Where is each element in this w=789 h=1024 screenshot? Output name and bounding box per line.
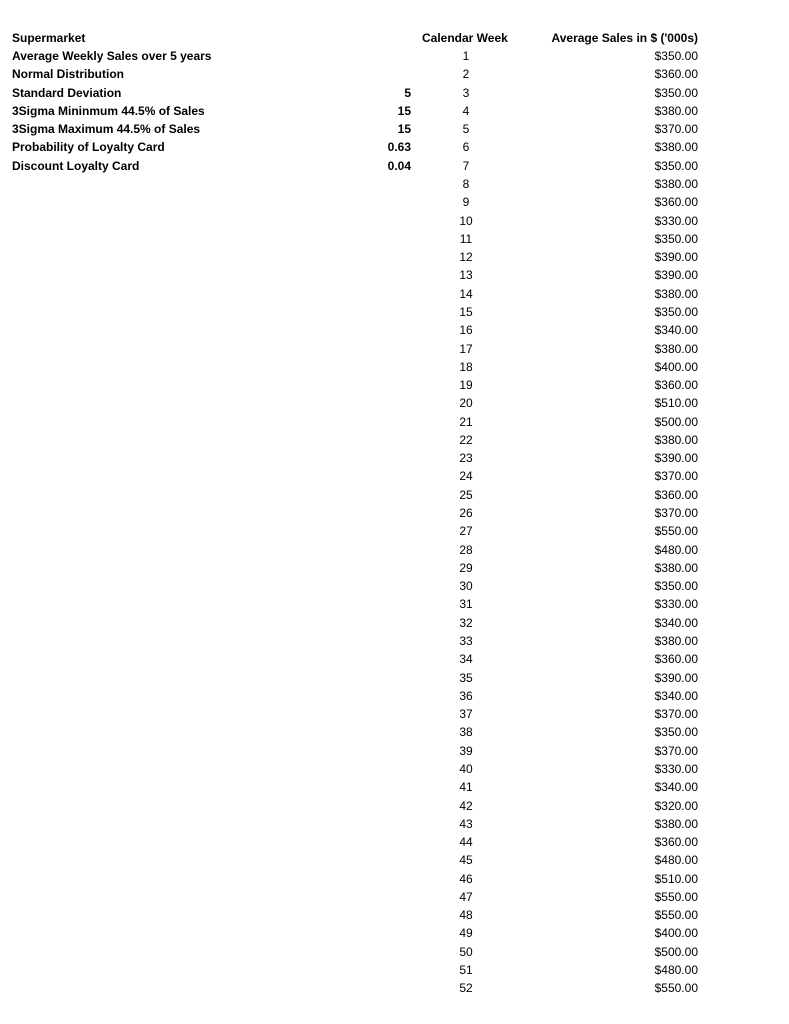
param-label: Normal Distribution (12, 67, 125, 82)
sales-value-cell: $380.00 (654, 103, 698, 118)
sales-value-cell: $510.00 (654, 396, 698, 411)
sales-value-cell: $550.00 (654, 908, 698, 923)
week-number-cell: 8 (462, 177, 470, 191)
sales-value-cell: $550.00 (654, 981, 698, 996)
param-value: 5 (404, 85, 411, 100)
sales-value-cell: $370.00 (654, 506, 698, 520)
week-number-cell: 52 (459, 981, 473, 996)
sales-value-cell: $350.00 (654, 158, 698, 173)
week-number-cell: 21 (459, 414, 473, 429)
week-number-cell: 22 (459, 432, 473, 447)
sales-value-cell: $350.00 (654, 304, 698, 319)
week-number-cell: 49 (459, 926, 473, 941)
sales-value-cell: $480.00 (654, 963, 698, 977)
sales-value-cell: $360.00 (654, 487, 698, 502)
week-number-cell: 42 (459, 798, 473, 813)
week-number-cell: 45 (459, 853, 473, 868)
sales-value-cell: $340.00 (654, 615, 698, 630)
sales-value-cell: $380.00 (654, 634, 698, 648)
sales-value-cell: $330.00 (654, 597, 698, 612)
sales-value-cell: $330.00 (654, 761, 698, 776)
week-number-cell: 26 (459, 506, 473, 520)
sales-value-cell: $360.00 (654, 835, 698, 849)
sales-value-cell: $350.00 (654, 85, 698, 100)
sales-value-cell: $380.00 (654, 560, 698, 575)
week-number-cell: 39 (459, 743, 473, 758)
week-number-cell: 35 (459, 670, 473, 685)
sales-value-cell: $340.00 (654, 780, 698, 795)
sales-value-cell: $350.00 (654, 231, 698, 246)
week-number-cell: 24 (459, 469, 473, 484)
week-number-cell: 43 (459, 816, 473, 831)
param-label: Discount Loyalty Card (12, 158, 140, 173)
week-number-cell: 12 (459, 250, 473, 265)
param-label: Probability of Loyalty Card (12, 140, 165, 155)
week-number-cell: 40 (459, 761, 473, 776)
week-number-cell: 5 (462, 122, 470, 137)
week-number-cell: 19 (459, 378, 473, 392)
week-number-cell: 14 (459, 286, 473, 301)
week-number-cell: 28 (459, 542, 473, 557)
sales-value-cell: $380.00 (654, 286, 698, 301)
sales-value-cell: $390.00 (654, 451, 698, 466)
sales-value-cell: $320.00 (654, 798, 698, 813)
week-number-cell: 13 (459, 268, 473, 283)
sales-value-cell: $550.00 (654, 524, 698, 539)
sales-value-cell: $380.00 (654, 140, 698, 155)
week-number-cell: 41 (459, 780, 473, 795)
param-value: 0.63 (387, 140, 411, 155)
sales-value-cell: $400.00 (654, 359, 698, 374)
week-number-cell: 37 (459, 707, 473, 722)
sales-value-cell: $550.00 (654, 889, 698, 904)
sales-value-cell: $370.00 (654, 707, 698, 722)
sales-value-cell: $350.00 (654, 579, 698, 594)
week-number-cell: 1 (462, 49, 470, 63)
week-number-cell: 33 (459, 634, 473, 648)
week-number-cell: 16 (459, 323, 473, 338)
week-number-cell: 18 (459, 359, 473, 374)
week-number-cell: 25 (459, 487, 473, 502)
week-number-cell: 2 (462, 67, 470, 82)
week-number-cell: 48 (459, 908, 473, 923)
sales-value-cell: $480.00 (654, 542, 698, 557)
week-number-cell: 38 (459, 725, 473, 740)
sales-value-cell: $360.00 (654, 652, 698, 667)
sales-value-cell: $390.00 (654, 250, 698, 265)
sheet-title: Supermarket (12, 31, 86, 45)
sales-value-cell: $500.00 (654, 414, 698, 429)
sales-value-cell: $400.00 (654, 926, 698, 941)
week-number-cell: 36 (459, 688, 473, 703)
week-number-cell: 34 (459, 652, 473, 667)
sales-value-cell: $370.00 (654, 122, 698, 137)
week-number-cell: 20 (459, 396, 473, 411)
sales-value-cell: $370.00 (654, 469, 698, 484)
param-label: 3Sigma Mininmum 44.5% of Sales (12, 103, 205, 118)
week-number-cell: 6 (462, 140, 470, 155)
week-number-cell: 50 (459, 944, 473, 959)
sales-value-cell: $380.00 (654, 432, 698, 447)
sales-value-cell: $380.00 (654, 341, 698, 356)
sales-value-cell: $360.00 (654, 67, 698, 82)
sales-value-cell: $340.00 (654, 323, 698, 338)
week-number-cell: 30 (459, 579, 473, 594)
param-value: 0.04 (387, 158, 411, 173)
week-number-cell: 17 (459, 341, 473, 356)
sales-value-cell: $480.00 (654, 853, 698, 868)
week-number-cell: 29 (459, 560, 473, 575)
week-number-cell: 3 (462, 85, 470, 100)
param-label: Average Weekly Sales over 5 years (12, 49, 212, 63)
week-number-cell: 51 (459, 963, 473, 977)
sales-value-cell: $500.00 (654, 944, 698, 959)
week-number-cell: 27 (459, 524, 473, 539)
week-number-cell: 11 (459, 231, 473, 246)
sales-value-cell: $370.00 (654, 743, 698, 758)
week-number-cell: 15 (459, 304, 473, 319)
week-number-cell: 31 (459, 597, 473, 612)
calendar-week-header: Calendar Week (422, 31, 508, 45)
sales-value-cell: $380.00 (654, 177, 698, 191)
week-number-cell: 10 (459, 213, 473, 228)
sales-value-cell: $360.00 (654, 195, 698, 210)
sales-value-cell: $360.00 (654, 378, 698, 392)
param-value: 15 (397, 122, 411, 137)
week-number-cell: 23 (459, 451, 473, 466)
sales-value-cell: $340.00 (654, 688, 698, 703)
week-number-cell: 44 (459, 835, 473, 849)
sales-value-cell: $330.00 (654, 213, 698, 228)
sales-value-cell: $350.00 (654, 49, 698, 63)
week-number-cell: 46 (459, 871, 473, 886)
param-value: 15 (397, 103, 411, 118)
week-number-cell: 9 (462, 195, 470, 210)
param-label: Standard Deviation (12, 85, 122, 100)
sales-value-cell: $390.00 (654, 670, 698, 685)
week-number-cell: 7 (462, 158, 470, 173)
average-sales-header: Average Sales in $ ('000s) (551, 31, 698, 45)
week-number-cell: 4 (462, 103, 470, 118)
sales-value-cell: $510.00 (654, 871, 698, 886)
week-number-cell: 32 (459, 615, 473, 630)
week-number-cell: 47 (459, 889, 473, 904)
sales-value-cell: $350.00 (654, 725, 698, 740)
sales-value-cell: $380.00 (654, 816, 698, 831)
param-label: 3Sigma Maximum 44.5% of Sales (12, 122, 201, 137)
sales-value-cell: $390.00 (654, 268, 698, 283)
